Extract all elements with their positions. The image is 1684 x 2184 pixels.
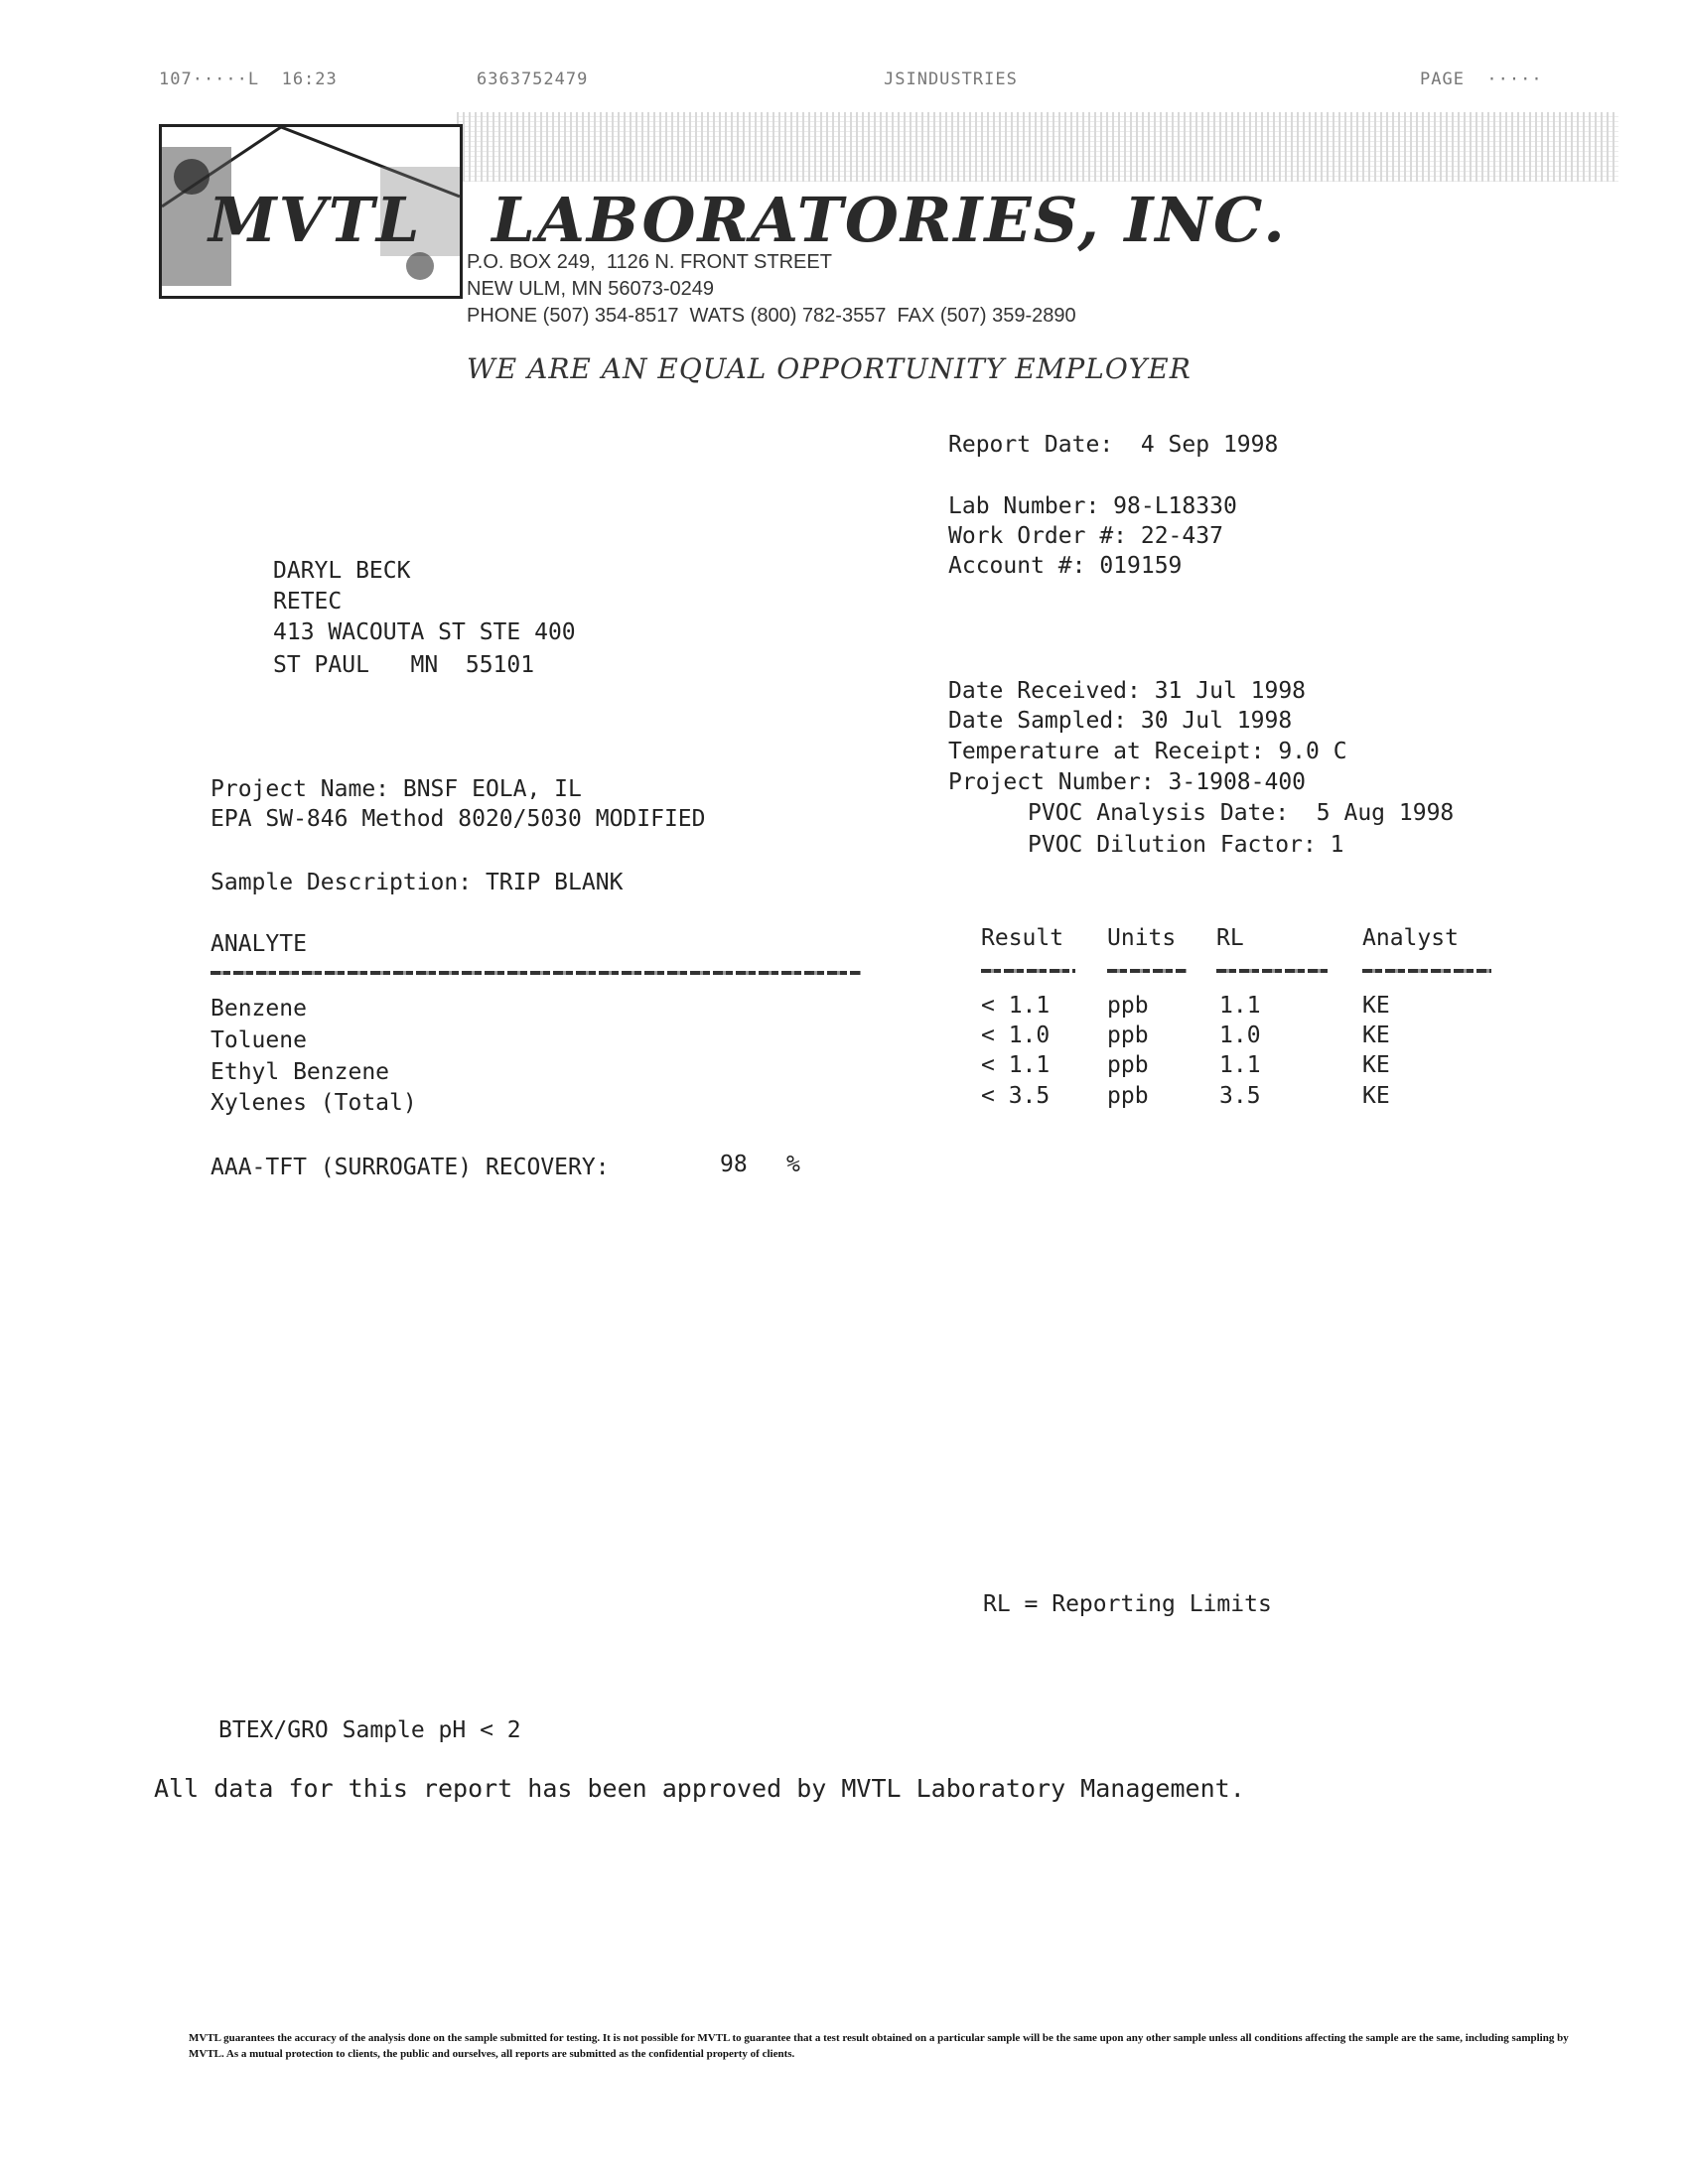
analyte-cell: Xylenes (Total) xyxy=(210,1090,417,1116)
header-analyte: ANALYTE xyxy=(210,931,307,957)
fax-sender: JSINDUSTRIES xyxy=(884,69,1018,89)
surrogate-recovery-value: 98 xyxy=(720,1152,748,1177)
rl-cell: 3.5 xyxy=(1219,1083,1261,1109)
account-number: Account #: 019159 xyxy=(948,553,1183,579)
result-cell: < 1.0 xyxy=(981,1023,1051,1048)
pvoc-dilution-factor: PVOC Dilution Factor: 1 xyxy=(1028,832,1344,858)
header-result: Result xyxy=(981,925,1064,951)
project-name: Project Name: BNSF EOLA, IL xyxy=(210,776,582,802)
rl-legend: RL = Reporting Limits xyxy=(983,1591,1272,1617)
date-received: Date Received: 31 Jul 1998 xyxy=(948,678,1307,704)
letterhead-noise xyxy=(457,112,1618,182)
analyst-cell: KE xyxy=(1362,1052,1390,1078)
header-units: Units xyxy=(1107,925,1177,951)
surrogate-recovery-unit: % xyxy=(786,1152,800,1177)
rl-cell: 1.1 xyxy=(1219,993,1261,1019)
units-cell: ppb xyxy=(1107,993,1149,1019)
analyte-cell: Toluene xyxy=(210,1027,307,1053)
header-analyst: Analyst xyxy=(1362,925,1459,951)
recipient-company: RETEC xyxy=(273,589,343,614)
analyst-cell: KE xyxy=(1362,1023,1390,1048)
ph-note: BTEX/GRO Sample pH < 2 xyxy=(218,1717,521,1743)
temperature-at-receipt: Temperature at Receipt: 9.0 C xyxy=(948,739,1347,764)
result-header-rule xyxy=(981,969,1075,973)
units-cell: ppb xyxy=(1107,1083,1149,1109)
project-number: Project Number: 3-1908-400 xyxy=(948,769,1307,795)
letterhead xyxy=(149,104,1618,327)
units-cell: ppb xyxy=(1107,1023,1149,1048)
result-cell: < 1.1 xyxy=(981,993,1051,1019)
rl-cell: 1.0 xyxy=(1219,1023,1261,1048)
project-method: EPA SW-846 Method 8020/5030 MODIFIED xyxy=(210,806,706,832)
recipient-street: 413 WACOUTA ST STE 400 xyxy=(273,619,576,645)
result-cell: < 1.1 xyxy=(981,1052,1051,1078)
report-date: Report Date: 4 Sep 1998 xyxy=(948,432,1279,458)
address-line-2: NEW ULM, MN 56073-0249 xyxy=(467,278,714,300)
units-header-rule xyxy=(1107,969,1187,973)
company-name: MVTL LABORATORIES, INC. xyxy=(209,184,1287,256)
equal-opportunity-tagline: WE ARE AN EQUAL OPPORTUNITY EMPLOYER xyxy=(467,352,1192,385)
pvoc-analysis-date: PVOC Analysis Date: 5 Aug 1998 xyxy=(1028,800,1455,826)
recipient-name: DARYL BECK xyxy=(273,558,411,584)
lab-number: Lab Number: 98-L18330 xyxy=(948,493,1237,519)
date-sampled: Date Sampled: 30 Jul 1998 xyxy=(948,708,1293,734)
work-order: Work Order #: 22-437 xyxy=(948,523,1223,549)
fax-date-time: 107·····L 16:23 xyxy=(159,69,338,89)
rl-cell: 1.1 xyxy=(1219,1052,1261,1078)
fax-phone: 6363752479 xyxy=(477,69,589,89)
analyte-cell: Ethyl Benzene xyxy=(210,1059,390,1085)
analyst-cell: KE xyxy=(1362,993,1390,1019)
result-cell: < 3.5 xyxy=(981,1083,1051,1109)
rl-header-rule xyxy=(1216,969,1331,973)
approval-statement: All data for this report has been approved by MVTL Laboratory Management. xyxy=(154,1774,1245,1803)
analyst-header-rule xyxy=(1362,969,1491,973)
analyte-header-rule xyxy=(210,971,861,975)
fax-page: PAGE ····· xyxy=(1420,69,1543,89)
analyst-cell: KE xyxy=(1362,1083,1390,1109)
recipient-city: ST PAUL MN 55101 xyxy=(273,652,535,678)
footer-disclaimer: MVTL guarantees the accuracy of the analysis done on the sample submitted for testing. It is not possible for MVTL to guarantee that a test result obtained on a particular sample will be the same upon any other sample unless all conditions affecting the sample are the same, including sampling by MVTL. As a mutual protection to clients, the public and ourselves, all reports are submitted as the confidential property of clients. xyxy=(189,2032,1569,2060)
sample-description: Sample Description: TRIP BLANK xyxy=(210,870,624,895)
analyte-cell: Benzene xyxy=(210,996,307,1022)
units-cell: ppb xyxy=(1107,1052,1149,1078)
address-line-3: PHONE (507) 354-8517 WATS (800) 782-3557 FAX (507) 359-2890 xyxy=(467,305,1076,327)
header-rl: RL xyxy=(1216,925,1244,951)
surrogate-recovery-label: AAA-TFT (SURROGATE) RECOVERY: xyxy=(210,1155,610,1180)
address-line-1: P.O. BOX 249, 1126 N. FRONT STREET xyxy=(467,251,832,273)
